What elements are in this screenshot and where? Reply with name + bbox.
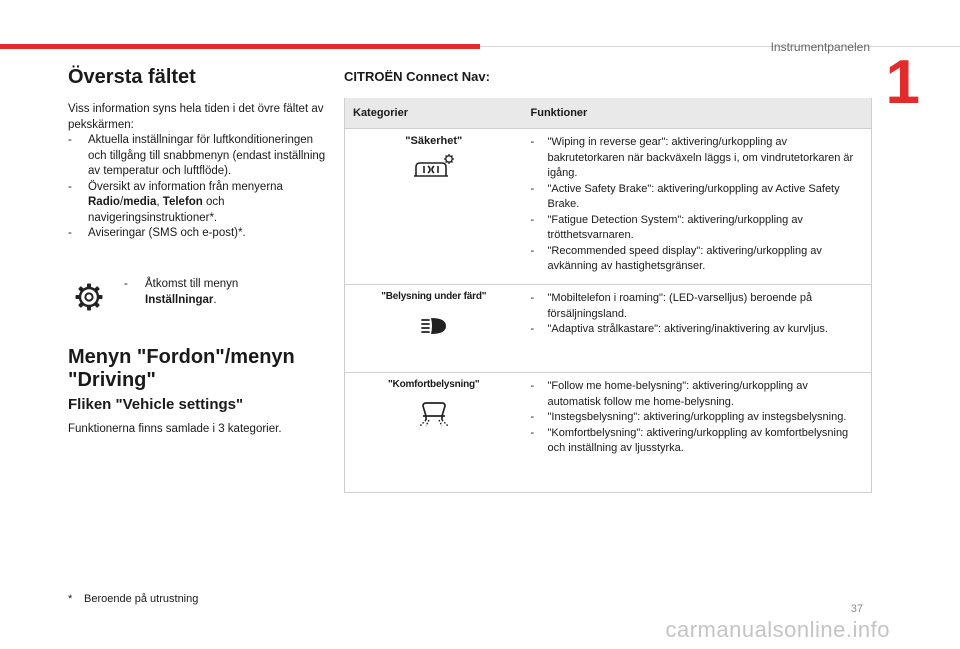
- installningar-label: Inställningar: [145, 294, 214, 306]
- settings-note-text: [124, 276, 284, 308]
- heading-menyn-fordon: Menyn "Fordon"/menyn "Driving": [68, 346, 295, 391]
- footnote: [68, 593, 198, 605]
- section-name: Instrumentpanelen: [770, 40, 870, 54]
- intro-block: [68, 102, 330, 242]
- telefon-label: Telefon: [162, 196, 203, 208]
- heading-connect-nav: CITROËN Connect Nav:: [344, 69, 490, 84]
- function-item: - "Adaptiva strålkastare": aktivering/inaktivering av kurvljus.: [531, 322, 862, 338]
- category-label: "Komfortbelysning": [388, 379, 480, 390]
- settings-note-pre: Åtkomst till menyn: [145, 278, 239, 290]
- intro-text: Viss information syns hela tiden i det övre fältet av pekskärmen:: [68, 103, 324, 131]
- heading-oversta-faltet: Översta fältet: [68, 66, 196, 88]
- function-item: - "Follow me home-belysning": aktivering/urkoppling av automatisk follow me home-belysning.: [531, 379, 862, 410]
- footnote-text: Beroende på utrustning: [84, 593, 199, 605]
- function-item: - "Mobiltelefon i roaming": (LED-varselljus) beroende på försäljningsland.: [531, 291, 862, 322]
- car-safety-gear-icon: [411, 153, 457, 181]
- table-row: [345, 373, 872, 493]
- watermark: carmanualsonline.info: [665, 617, 890, 642]
- comma: ,: [156, 196, 163, 208]
- col-functions: Funktioner: [523, 98, 872, 129]
- table-row: [345, 129, 872, 285]
- header-rule: [480, 46, 960, 47]
- headlamp-icon: [419, 314, 449, 338]
- category-label: "Belysning under färd": [381, 291, 487, 302]
- comfort-lighting-icon: [416, 398, 452, 428]
- function-item: - "Wiping in reverse gear": aktivering/urkoppling av bakrutetorkaren när backväxeln läggs i, om vindrutetorkaren är igång.: [531, 135, 862, 182]
- settings-note-post: .: [213, 294, 217, 306]
- bullet-overview: [68, 180, 330, 227]
- categories-text: Funktionerna finns samlade i 3 kategorier.: [68, 423, 282, 435]
- page-number: 37: [850, 603, 863, 615]
- col-categories: Kategorier: [345, 98, 523, 129]
- chapter-number: 1: [885, 48, 920, 117]
- functions-cell: [523, 129, 872, 285]
- bullet-overview-text: Översikt av information från menyerna: [88, 180, 283, 193]
- category-cell: [345, 285, 523, 373]
- function-item: - "Fatigue Detection System": aktivering/urkoppling av trötthetsvarnaren.: [531, 213, 862, 244]
- bullet-ac: - Aktuella inställningar för luftkonditioneringen och tillgång till snabbmenyn (endast inställning av temperatur och luftflöde).: [68, 133, 330, 180]
- functions-cell: [523, 373, 872, 493]
- table-row: [345, 285, 872, 373]
- radio-label: Radio: [88, 196, 120, 208]
- function-item: - "Recommended speed display": aktivering/urkoppling av avkänning av hastighetsgränser.: [531, 244, 862, 275]
- function-item: - "Instegsbelysning": aktivering/urkoppling av instegsbelysning.: [531, 410, 862, 426]
- function-item: - "Komfortbelysning": aktivering/urkoppling av komfortbelysning och inställning av ljusstyrka.: [531, 426, 862, 457]
- heading-vehicle-settings: Fliken "Vehicle settings": [68, 396, 244, 413]
- category-label: "Säkerhet": [405, 135, 463, 147]
- slash: /: [119, 196, 124, 208]
- bullet-overview-tail: och navigeringsinstruktioner*.: [88, 196, 225, 224]
- settings-gear-icon: [74, 282, 104, 312]
- function-item: - "Active Safety Brake": aktivering/urkoppling av Active Safety Brake.: [531, 182, 862, 213]
- functions-cell: [523, 285, 872, 373]
- table-header-row: [345, 98, 872, 129]
- settings-note: [124, 276, 284, 308]
- category-cell: [345, 373, 523, 493]
- category-cell: [345, 129, 523, 285]
- media-label: media: [123, 196, 157, 208]
- footnote-marker: *: [68, 593, 73, 605]
- bullet-notifications: - Aviseringar (SMS och e-post)*.: [68, 226, 330, 242]
- functions-table: [344, 98, 872, 493]
- header-accent-bar: [0, 44, 480, 49]
